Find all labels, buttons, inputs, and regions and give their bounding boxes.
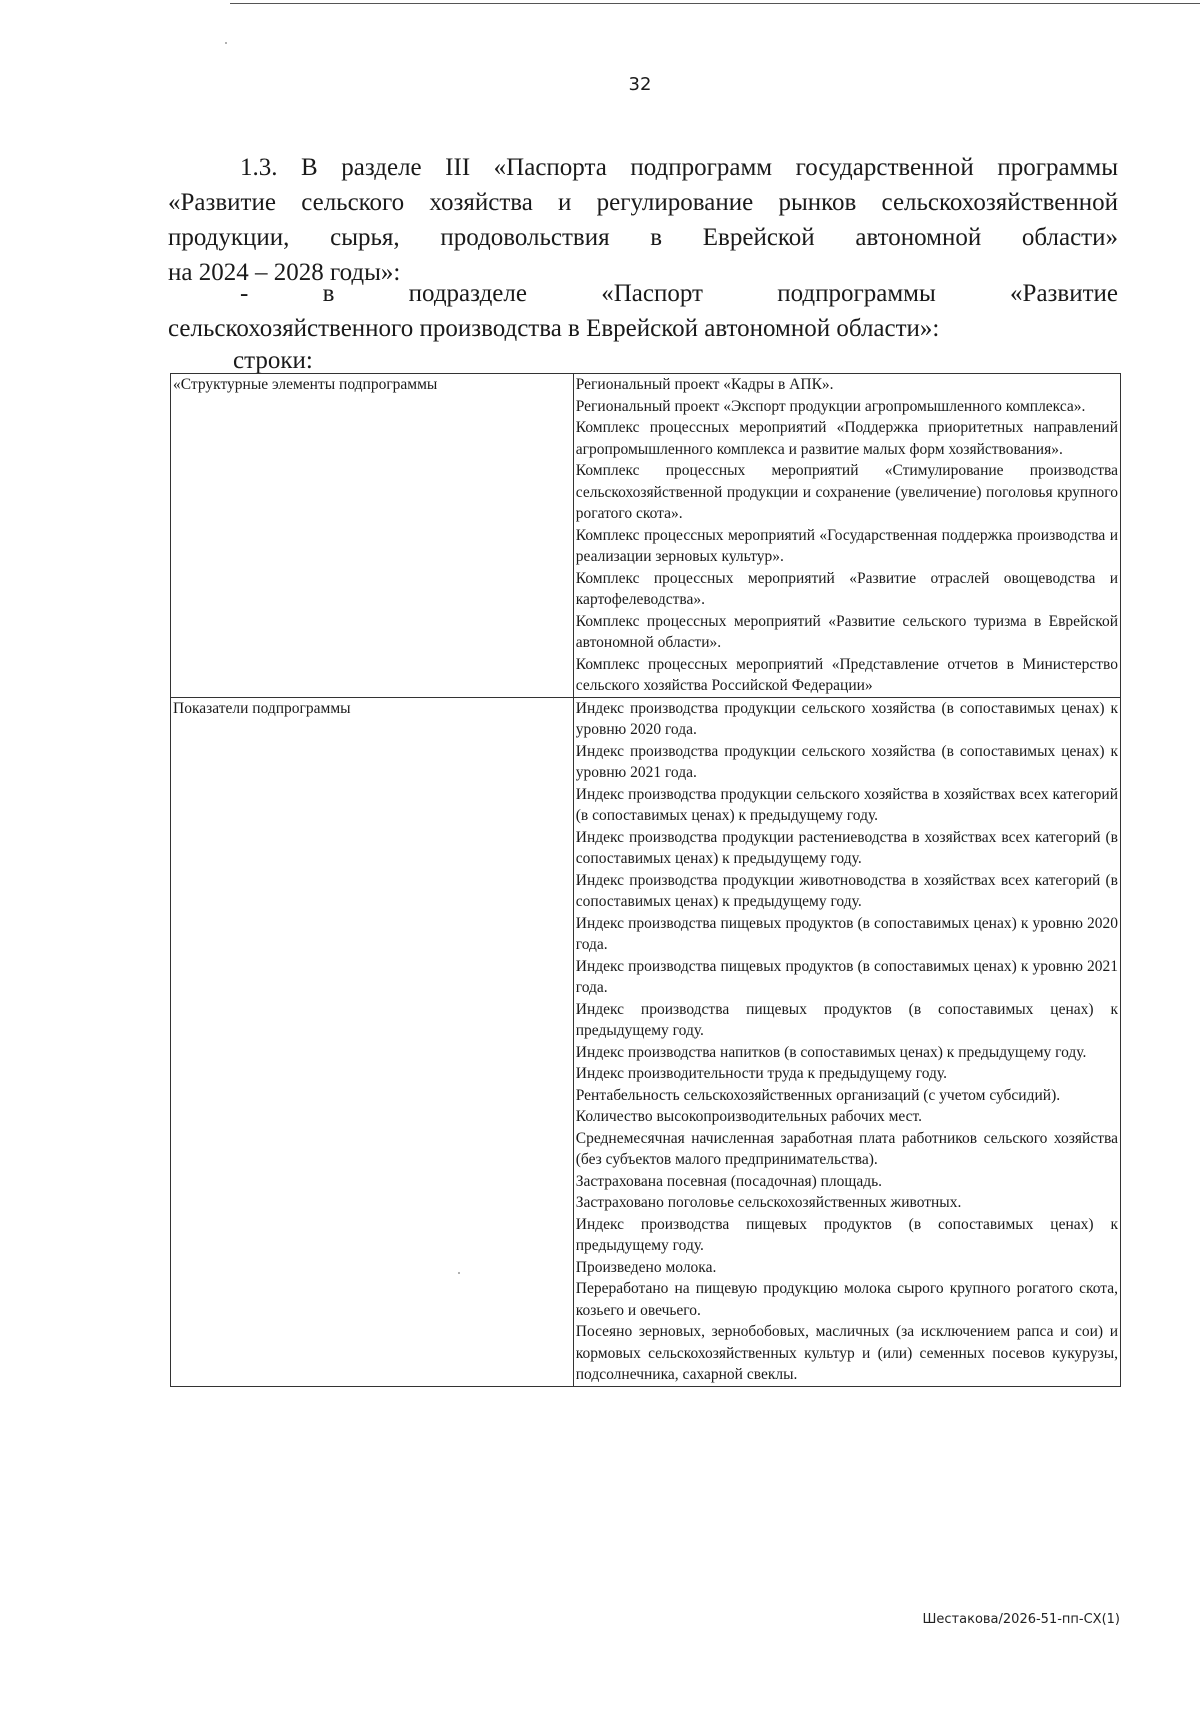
- list-item: Индекс производства продукции сельского хозяйства (в сопоставимых ценах) к уровню 2020 года.: [575, 699, 1118, 738]
- row-label-cell: Показатели подпрограммы: [171, 697, 574, 1386]
- list-item: Индекс производства пищевых продуктов (в сопоставимых ценах) к предыдущему году.: [575, 1215, 1118, 1254]
- list-item: Индекс производства продукции растениеводства в хозяйствах всех категорий (в сопоставимых ценах) к предыдущему году.: [575, 828, 1118, 867]
- list-item: Застраховано поголовье сельскохозяйственных животных.: [575, 1194, 962, 1211]
- list-item: Рентабельность сельскохозяйственных организаций (с учетом субсидий).: [575, 1086, 1061, 1104]
- page-number: 32: [628, 74, 652, 95]
- list-item: Переработано на пищевую продукцию молока сырого крупного рогатого скота, козьего и овечьего.: [575, 1280, 1118, 1319]
- table-row: [171, 697, 1121, 1386]
- list-item: Комплекс процессных мероприятий «Государственная поддержка производства и реализации зерновых культур».: [575, 526, 1118, 565]
- list-item: Количество высокопроизводительных рабочих мест.: [575, 1108, 923, 1125]
- intro-paragraph: [168, 150, 1118, 290]
- intro-line: «Развитие сельского хозяйства и регулирование рынков сельскохозяйственной: [168, 189, 1118, 216]
- row-label-cell: «Структурные элементы подпрограммы: [171, 374, 574, 698]
- document-code: Шестакова/2026-51-пп-СХ(1): [922, 1612, 1120, 1627]
- list-item: Индекс производства продукции сельского хозяйства (в сопоставимых ценах) к уровню 2021 года.: [575, 742, 1118, 781]
- subsection-line: сельскохозяйственного производства в Еврейской автономной области»:: [168, 315, 940, 342]
- subsection-line: - в подразделе «Паспорт подпрограммы «Развитие: [240, 280, 1118, 307]
- passport-table-body: [171, 374, 1121, 1387]
- intro-line: 1.3. В разделе III «Паспорта подпрограмм государственной программы: [240, 154, 1118, 181]
- list-item: Региональный проект «Кадры в АПК».: [575, 376, 834, 393]
- list-item: Индекс производства напитков (в сопоставимых ценах) к предыдущему году.: [575, 1043, 1087, 1061]
- row-content-cell: [573, 374, 1120, 698]
- list-item: Комплекс процессных мероприятий «Поддержка приоритетных направлений агропромышленного комплекса и развитие малых форм хозяйствования».: [575, 419, 1118, 458]
- list-item: Среднемесячная начисленная заработная плата работников сельского хозяйства (без субъектов малого предпринимательства).: [575, 1129, 1118, 1168]
- intro-line: на 2024 – 2028 годы»:: [168, 259, 401, 286]
- table-row: [171, 374, 1121, 698]
- top-scan-border: [230, 3, 1200, 4]
- scan-speck: [225, 42, 227, 44]
- rows-label: строки:: [233, 347, 313, 374]
- list-item: Индекс производства пищевых продуктов (в сопоставимых ценах) к предыдущему году.: [575, 1000, 1118, 1039]
- list-item: Индекс производства продукции животноводства в хозяйствах всех категорий (в сопоставимых ценах) к предыдущему году.: [575, 871, 1118, 910]
- list-item: Региональный проект «Экспорт продукции агропромышленного комплекса».: [575, 397, 1086, 415]
- list-item: Индекс производительности труда к предыдущему году.: [575, 1065, 948, 1082]
- subsection-paragraph: [168, 276, 1118, 346]
- list-item: Комплекс процессных мероприятий «Представление отчетов в Министерство сельского хозяйства Российской Федерации»: [575, 655, 1118, 694]
- list-item: Индекс производства пищевых продуктов (в сопоставимых ценах) к уровню 2020 года.: [575, 914, 1118, 953]
- list-item: Комплекс процессных мероприятий «Развитие сельского туризма в Еврейской автономной области».: [575, 612, 1118, 651]
- row-content-cell: [573, 697, 1120, 1386]
- list-item: Индекс производства пищевых продуктов (в сопоставимых ценах) к уровню 2021 года.: [575, 957, 1118, 996]
- list-item: Застрахована посевная (посадочная) площадь.: [575, 1172, 883, 1190]
- list-item: Произведено молока.: [575, 1258, 717, 1276]
- list-item: Комплекс процессных мероприятий «Развитие отраслей овощеводства и картофелеводства».: [575, 569, 1118, 608]
- list-item: Индекс производства продукции сельского хозяйства в хозяйствах всех категорий (в сопоставимых ценах) к предыдущему году.: [575, 785, 1118, 824]
- passport-table: [170, 373, 1121, 1387]
- list-item: Комплекс процессных мероприятий «Стимулирование производства сельскохозяйственной продукции и сохранение (увеличение) поголовья крупного рогатого скота».: [575, 462, 1118, 522]
- list-item: Посеяно зерновых, зернобобовых, масличных (за исключением рапса и сои) и кормовых сельскохозяйственных культур и (или) семенных посевов кукурузы, подсолнечника, сахарной свеклы.: [575, 1323, 1118, 1383]
- intro-line: продукции, сырья, продовольствия в Еврейской автономной области»: [168, 224, 1118, 251]
